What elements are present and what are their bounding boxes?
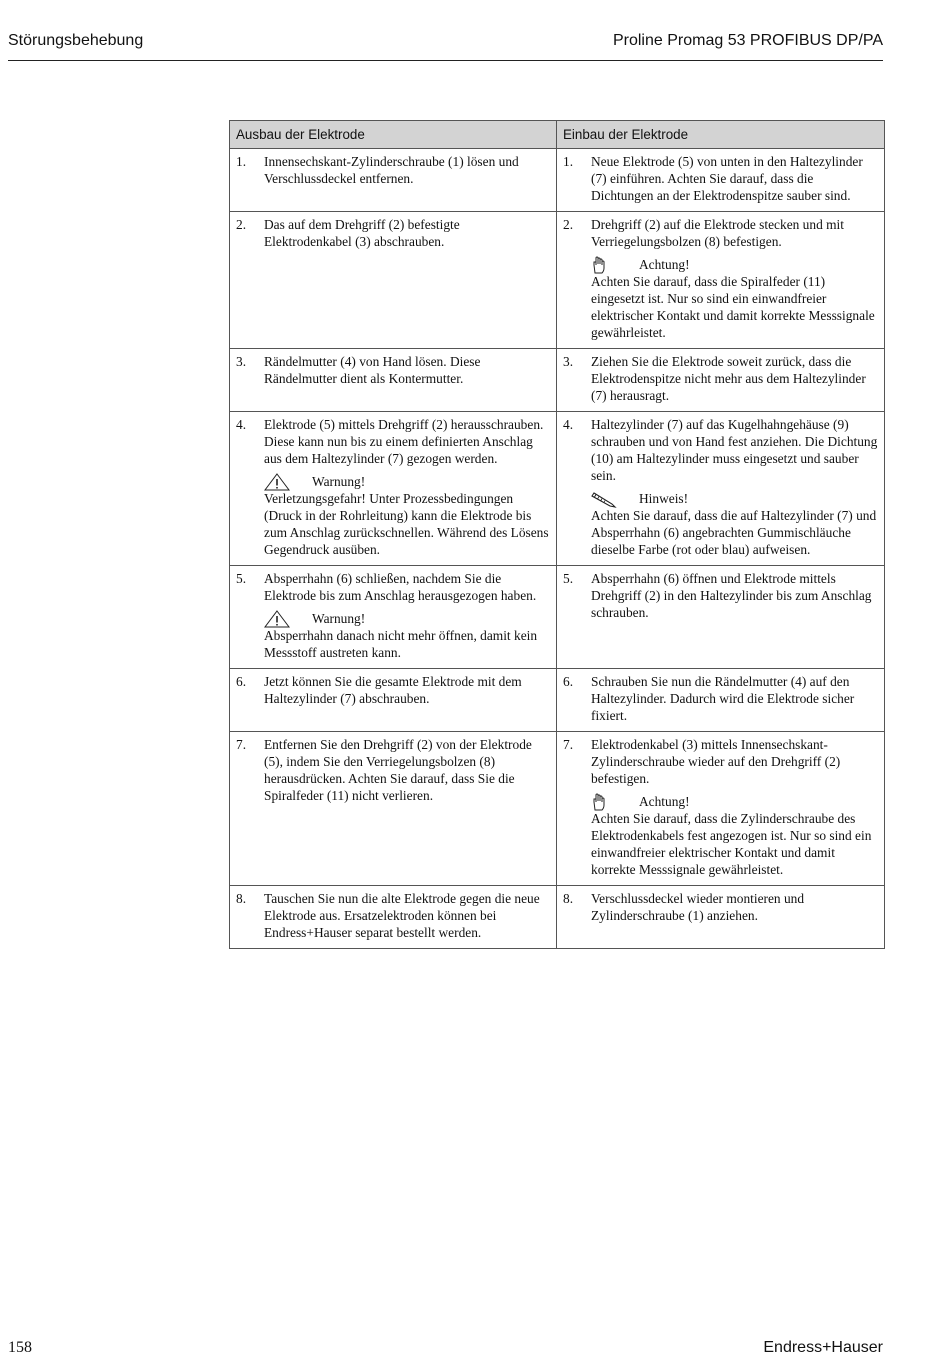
hand-caution-icon — [591, 793, 639, 811]
step-body — [591, 673, 878, 724]
step-text: Drehgriff (2) auf die Elektrode stecken und mit Verriegelungsbolzen (8) befestigen. — [591, 217, 844, 249]
step-body — [264, 736, 550, 804]
removal-step-cell — [230, 732, 557, 886]
installation-step-cell — [557, 732, 885, 886]
note-title: Warnung! — [312, 611, 366, 626]
step — [236, 153, 550, 187]
table-row — [230, 886, 885, 949]
table-row — [230, 149, 885, 212]
step-note — [591, 256, 878, 341]
step-number: 5. — [236, 571, 247, 586]
step-text: Entfernen Sie den Drehgriff (2) von der Elektrode (5), indem Sie den Verriegelungsbolzen (8) herausdrücken. Achten Sie darauf, dass Sie die Spiralfeder (11) nicht verlieren. — [264, 737, 532, 803]
step — [236, 416, 550, 558]
pencil-hint-icon — [591, 490, 639, 508]
table-row — [230, 412, 885, 566]
step-text: Haltezylinder (7) auf das Kugelhahngehäuse (9) schrauben und von Hand fest anziehen. Die Dichtung (10) am Haltezylinder muss eingesetzt und sauber sein. — [591, 417, 878, 483]
step-body — [264, 353, 550, 387]
installation-step-cell — [557, 412, 885, 566]
step-number: 3. — [563, 354, 574, 369]
step — [236, 570, 550, 661]
step-body — [264, 153, 550, 187]
step-number: 4. — [236, 417, 247, 432]
step — [563, 416, 878, 558]
step-body — [264, 416, 550, 558]
step — [563, 153, 878, 204]
brand-name: Endress+Hauser — [763, 1339, 883, 1356]
installation-step-cell — [557, 669, 885, 732]
note-text: Achten Sie darauf, dass die auf Haltezylinder (7) und Absperrhahn (6) angebrachten Gummischläuche dieselbe Farbe (rot oder blau) aufweisen. — [591, 508, 877, 557]
step-text: Elektrodenkabel (3) mittels Innensechskant-Zylinderschraube wieder auf den Drehgriff (2) befestigen. — [591, 737, 841, 786]
step-text: Ziehen Sie die Elektrode soweit zurück, dass die Elektrodenspitze nicht mehr aus dem Haltezylinder (7) herausragt. — [591, 354, 866, 403]
note-title: Warnung! — [312, 474, 366, 489]
note-text: Achten Sie darauf, dass die Zylinderschraube des Elektrodenkabels fest angezogen ist. Nur so sind ein einwandfreier elektrischer Kontakt und damit korrekte Messsignale gewährleistet. — [591, 811, 872, 877]
note-text: Verletzungsgefahr! Unter Prozessbedingungen (Druck in der Rohrleitung) kann die Elektrode bis zum Anschlag zurückschnellen. Während des Lösens Gegendruck ausüben. — [264, 491, 549, 557]
step-text: Tauschen Sie nun die alte Elektrode gegen die neue Elektrode aus. Ersatzelektroden können bei Endress+Hauser separat bestellt werden. — [264, 891, 540, 940]
step-number: 2. — [563, 217, 574, 232]
product-title: Proline Promag 53 PROFIBUS DP/PA — [612, 32, 883, 49]
step-note — [264, 610, 550, 661]
step-body — [264, 216, 550, 250]
removal-step-cell — [230, 669, 557, 732]
note-title: Achtung! — [639, 257, 690, 272]
step-text: Verschlussdeckel wieder montieren und Zylinderschraube (1) anziehen. — [591, 891, 805, 923]
table-row — [230, 732, 885, 886]
step-text: Neue Elektrode (5) von unten in den Haltezylinder (7) einführen. Achten Sie darauf, dass die Dichtungen an der Elektrodenspitze sauber sind. — [591, 154, 863, 203]
step-number: 7. — [563, 737, 574, 752]
step-body — [591, 736, 878, 878]
step — [236, 673, 550, 707]
note-text: Achten Sie darauf, dass die Spiralfeder (11) eingesetzt ist. Nur so sind ein einwandfreier elektrischer Kontakt und damit korrekte Messsignale gewährleistet. — [591, 274, 875, 340]
step-text: Elektrode (5) mittels Drehgriff (2) herausschrauben. Diese kann nun bis zu einem definierten Anschlag aus dem Haltezylinder (7) gezogen werden. — [264, 417, 544, 466]
column-header-removal: Ausbau der Elektrode — [230, 121, 557, 149]
page-number: 158 — [8, 1339, 32, 1356]
step-number: 4. — [563, 417, 574, 432]
step-text: Schrauben Sie nun die Rändelmutter (4) auf den Haltezylinder. Dadurch wird die Elektrode sicher fixiert. — [591, 674, 855, 723]
warning-triangle-icon — [264, 473, 312, 491]
step-number: 3. — [236, 354, 247, 369]
electrode-steps-table — [229, 120, 885, 949]
step — [563, 216, 878, 341]
step-number: 1. — [563, 154, 574, 169]
step — [236, 353, 550, 387]
removal-step-cell — [230, 886, 557, 949]
step-number: 2. — [236, 217, 247, 232]
step-text: Rändelmutter (4) von Hand lösen. Diese Rändelmutter dient als Kontermutter. — [264, 354, 481, 386]
step-body — [264, 673, 550, 707]
step-note — [591, 793, 878, 878]
step — [563, 736, 878, 878]
removal-step-cell — [230, 149, 557, 212]
step-body — [591, 570, 878, 621]
table-row — [230, 349, 885, 412]
installation-step-cell — [557, 349, 885, 412]
step — [236, 216, 550, 250]
page-header — [8, 30, 883, 61]
step-text: Das auf dem Drehgriff (2) befestigte Elektrodenkabel (3) abschrauben. — [264, 217, 460, 249]
step-body — [591, 416, 878, 558]
column-header-installation: Einbau der Elektrode — [557, 121, 885, 149]
section-title: Störungsbehebung — [8, 32, 144, 49]
step-number: 5. — [563, 571, 574, 586]
step-number: 1. — [236, 154, 247, 169]
step-body — [264, 570, 550, 661]
table-row — [230, 212, 885, 349]
table-row — [230, 669, 885, 732]
note-title: Hinweis! — [639, 491, 689, 506]
warning-triangle-icon — [264, 610, 312, 628]
step-number: 7. — [236, 737, 247, 752]
step — [236, 736, 550, 804]
step-body — [591, 890, 878, 924]
step-body — [591, 353, 878, 404]
removal-step-cell — [230, 566, 557, 669]
installation-step-cell — [557, 149, 885, 212]
installation-step-cell — [557, 212, 885, 349]
step — [563, 353, 878, 404]
note-text: Absperrhahn danach nicht mehr öffnen, damit kein Messstoff austreten kann. — [264, 628, 538, 660]
table-header-row — [230, 121, 885, 149]
note-title: Achtung! — [639, 794, 690, 809]
removal-step-cell — [230, 349, 557, 412]
step-note — [591, 490, 878, 558]
step — [563, 673, 878, 724]
step-number: 6. — [563, 674, 574, 689]
hand-caution-icon — [591, 256, 639, 274]
installation-step-cell — [557, 566, 885, 669]
installation-step-cell — [557, 886, 885, 949]
step-note — [264, 473, 550, 558]
step-body — [264, 890, 550, 941]
step — [563, 570, 878, 621]
step-text: Innensechskant-Zylinderschraube (1) lösen und Verschlussdeckel entfernen. — [264, 154, 519, 186]
step-text: Absperrhahn (6) schließen, nachdem Sie die Elektrode bis zum Anschlag herausgezogen haben. — [264, 571, 537, 603]
step-number: 6. — [236, 674, 247, 689]
table-row — [230, 566, 885, 669]
step-body — [591, 216, 878, 341]
removal-step-cell — [230, 212, 557, 349]
step — [563, 890, 878, 924]
step-text: Absperrhahn (6) öffnen und Elektrode mittels Drehgriff (2) in den Haltezylinder bis zum Anschlag schrauben. — [591, 571, 872, 620]
step-number: 8. — [236, 891, 247, 906]
step-number: 8. — [563, 891, 574, 906]
step-body — [591, 153, 878, 204]
removal-step-cell — [230, 412, 557, 566]
step-text: Jetzt können Sie die gesamte Elektrode mit dem Haltezylinder (7) abschrauben. — [264, 674, 522, 706]
step — [236, 890, 550, 941]
